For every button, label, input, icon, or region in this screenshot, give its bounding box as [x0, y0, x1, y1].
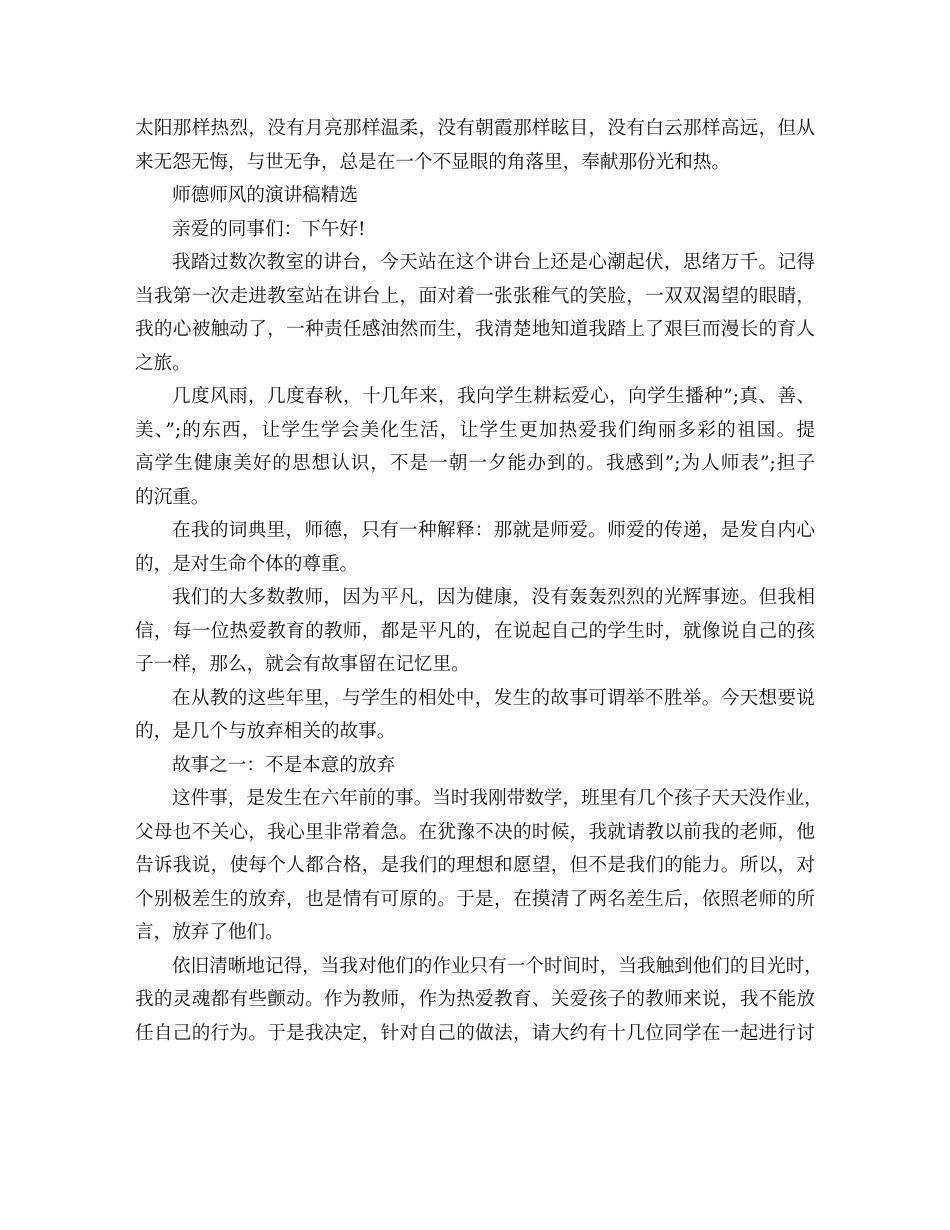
text-line: 言，放弃了他们。: [135, 922, 284, 943]
story-heading: 故事之一：不是本意的放弃: [172, 754, 396, 776]
text-line: 当我第一次走进教室站在讲台上，面对着一张张稚气的笑脸，一双双渴望的眼睛，: [135, 285, 815, 307]
text-line: 这件事，是发生在六年前的事。当时我刚带数学，班里有几个孩子天天没作业，: [172, 788, 823, 809]
text-line: 父母也不关心，我心里非常着急。在犹豫不决的时候，我就请教以前我的老师，他: [135, 821, 815, 843]
text-line: 告诉我说，使每个人都合格，是我们的理想和愿望，但不是我们的能力。所以，对: [135, 855, 815, 876]
text-line: 信，每一位热爱教育的教师，都是平凡的，在说起自己的学生时，就像说自己的孩: [135, 620, 815, 642]
text-line: 在从教的这些年里，与学生的相处中，发生的故事可谓举不胜举。今天想要说: [172, 687, 815, 709]
text-line: 高学生健康美好的思想认识，不是一朝一夕能办到的。我感到”;为人师表”;担子: [135, 453, 815, 474]
text-line: 我的心被触动了，一种责任感油然而生，我清楚地知道我踏上了艰巨而漫长的育人: [135, 319, 815, 340]
text-line: 我们的大多数教师，因为平凡，因为健康，没有轰轰烈烈的光辉事迹。但我相: [172, 587, 815, 608]
text-line: 在我的词典里，师德，只有一种解释：那就是师爱。师爱的传递，是发自内心: [172, 520, 815, 541]
text-line: 几度风雨，几度春秋，十几年来，我向学生耕耘爱心，向学生播种”;真、善、: [172, 386, 815, 407]
text-line: 的，是对生命个体的尊重。: [135, 553, 359, 575]
text-line: 之旅。: [135, 352, 191, 374]
text-line: 依旧清晰地记得，当我对他们的作业只有一个时间时，当我触到他们的目光时，: [172, 955, 823, 977]
text-line: 太阳那样热烈，没有月亮那样温柔，没有朝霞那样眩目，没有白云那样高远，但从: [135, 118, 815, 139]
text-line: 我的灵魂都有些颤动。作为教师，作为热爱教育、关爱孩子的教师来说，我不能放: [135, 989, 815, 1010]
document-body: [135, 112, 823, 1050]
text-line: 任自己的行为。于是我决定，针对自己的做法，请大约有十几位同学在一起进行讨: [135, 1022, 815, 1044]
text-line: 的，是几个与放弃相关的故事。: [135, 721, 396, 742]
section-heading: 师德师风的演讲稿精选: [172, 185, 358, 206]
text-line: 子一样，那么，就会有故事留在记忆里。: [135, 654, 470, 675]
salutation: 亲爱的同事们：下午好!: [172, 218, 366, 240]
text-line: 我踏过数次教室的讲台，今天站在这个讲台上还是心潮起伏，思绪万千。记得: [172, 252, 815, 273]
text-line: 美、”;的东西，让学生学会美化生活，让学生更加热爱我们绚丽多彩的祖国。提: [135, 419, 815, 441]
text-line: 个别极差生的放弃，也是情有可原的。于是，在摸清了两名差生后，依照老师的所: [135, 888, 815, 910]
text-line: 的沉重。: [135, 486, 210, 508]
text-line: 来无怨无悔，与世无争，总是在一个不显眼的角落里，奉献那份光和热。: [135, 151, 731, 173]
